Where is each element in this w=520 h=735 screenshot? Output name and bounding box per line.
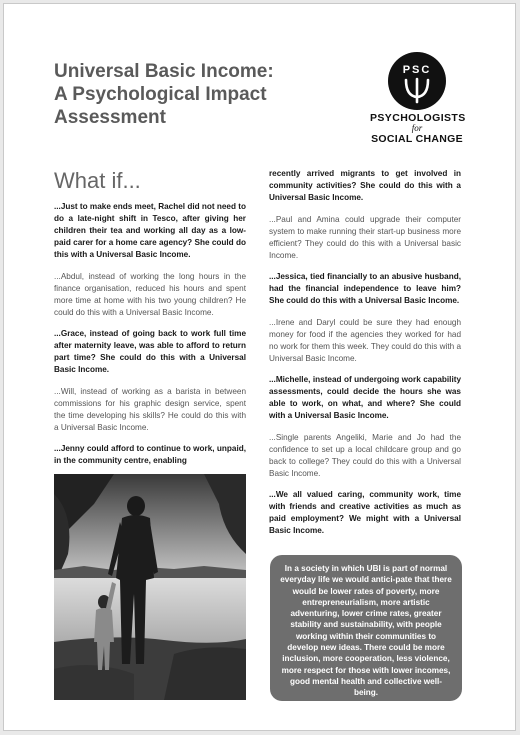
title-line-2: A Psychological Impact: [54, 84, 267, 105]
title-line-1: Universal Basic Income:: [54, 61, 274, 82]
paragraph: ...Abdul, instead of working the long hours in the finance organisation, reduced his hours and spent more time at home with his two young children? He could do this with a Universal Basic Income.: [54, 271, 246, 317]
psc-logo: [370, 52, 464, 162]
photo-illustration: [54, 474, 246, 700]
column-right-body: [269, 168, 461, 537]
logo-monogram: PSC: [402, 64, 432, 76]
logo-line-3: SOCIAL CHANGE: [371, 133, 463, 145]
paragraph: ...Single parents Angeliki, Marie and Jo had the confidence to set up a local childcare group and go back to college? They could do this with a Universal Basic Income.: [269, 432, 461, 478]
psc-logo-mark: [388, 52, 446, 110]
document-page: [3, 3, 516, 731]
paragraph: recently arrived migrants to get involved in community activities? She could do this with a Universal Basic Income.: [269, 169, 461, 202]
logo-line-1: PSYCHOLOGISTS: [370, 112, 466, 124]
column-left: [54, 169, 246, 477]
ubi-callout-box: In a society in which UBI is part of normal everyday life we would antici-pate that there would be lower rates of poverty, more entrepreneurialism, more artistic adventuring, lower crime rates, greater stability and sustainability, with people working within their communities to develop new ideas. There could be more inclusion, more cooperation, less violence, more respect for those with lower incomes, good mental health and collective well-being.: [270, 555, 462, 701]
document-title: [54, 60, 294, 129]
paragraph: ...Paul and Amina could upgrade their computer system to make running their start-up business more efficient? They could do this with a Universal basic Income.: [269, 214, 461, 260]
paragraph: ...Irene and Daryl could be sure they had enough money for food if the agencies they worked for had no work for them this week. They could do this with a Universal Basic Income.: [269, 317, 461, 363]
column-right: [269, 168, 461, 547]
column-left-body: [54, 201, 246, 467]
paragraph: ...Will, instead of working as a barista in between commissions for his graphic design service, spent the time developing his skills? He could do this with a Universal Basic Income.: [54, 386, 246, 432]
paragraph: ...Just to make ends meet, Rachel did not need to do a late-night shift in Tesco, after giving her children their tea and working all day as a low-paid carer for a home care agency? She could do this with a Universal Basic Income.: [54, 202, 246, 259]
father-child-lake-photo: [54, 474, 246, 700]
paragraph: ...We all valued caring, community work, time with friends and creative activities as much as paid employment? We might with a Universal Basic Income.: [269, 490, 461, 535]
paragraph: ...Jenny could afford to continue to work, unpaid, in the community centre, enabling: [54, 444, 246, 465]
paragraph: ...Michelle, instead of undergoing work capability assessments, could decide the hours she was able to work, on what, and where? She could with a Universal Basic Income.: [269, 375, 461, 420]
title-line-3: Assessment: [54, 107, 166, 128]
logo-line-2: for: [411, 123, 423, 133]
paragraph: ...Jessica, tied financially to an abusive husband, had the financial independence to leave him? She could do this with a Universal Basic Income.: [269, 272, 461, 305]
what-if-heading: What if...: [54, 168, 141, 193]
paragraph: ...Grace, instead of going back to work full time after maternity leave, was able to afford to return part time? She could do this with a Universal Basic Income.: [54, 329, 246, 374]
